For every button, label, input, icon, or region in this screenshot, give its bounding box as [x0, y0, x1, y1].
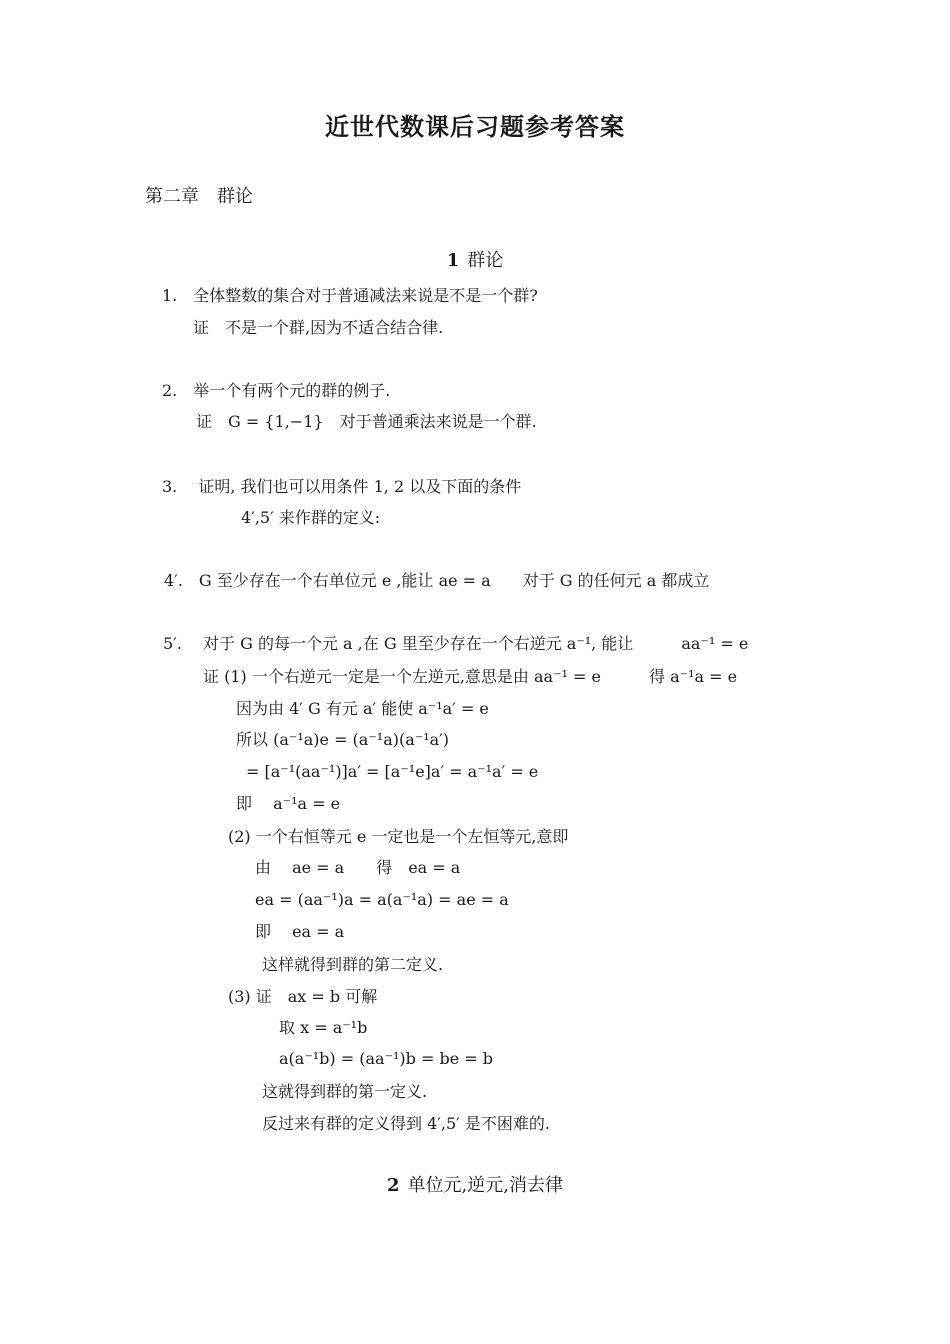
proof-line: 即 ea = a	[255, 922, 345, 941]
proof-line: 这样就得到群的第二定义.	[262, 955, 444, 974]
proof-line: 因为由 4′ G 有元 a′ 能使 a⁻¹a′ = e	[236, 699, 489, 718]
proof-line: 由 ae = a 得 ea = a	[255, 858, 461, 877]
proof-line: 即 a⁻¹a = e	[236, 794, 341, 813]
proof-part-3-statement: (3) 证 ax = b 可解	[228, 987, 378, 1006]
document-title: 近世代数课后习题参考答案	[325, 113, 625, 141]
problem-2-answer: 证 G = {1,−1} 对于普通乘法来说是一个群.	[196, 412, 537, 431]
chapter-heading: 第二章 群论	[145, 186, 253, 207]
proof-part-2-statement: (2) 一个右恒等元 e 一定也是一个左恒等元,意即	[228, 827, 569, 846]
section-2-number: 2	[387, 1175, 400, 1196]
proof-line: 这就得到群的第一定义.	[262, 1082, 428, 1101]
proof-line: 所以 (a⁻¹a)e = (a⁻¹a)(a⁻¹a′)	[236, 730, 450, 749]
section-2-heading	[0, 1175, 950, 1197]
section-1-heading	[0, 250, 950, 272]
proof-line: 取 x = a⁻¹b	[279, 1018, 368, 1037]
section-2-title: 单位元,逆元,消去律	[407, 1175, 563, 1196]
condition-4-prime: 4′. G 至少存在一个右单位元 e ,能让 ae = a 对于 G 的任何元 a 都成立	[164, 571, 710, 590]
condition-5-prime: 5′. 对于 G 的每一个元 a ,在 G 里至少存在一个右逆元 a⁻¹, 能让 aa⁻¹ = e	[163, 634, 749, 653]
problem-3-question: 3. 证明, 我们也可以用条件 1, 2 以及下面的条件	[162, 477, 522, 496]
proof-line: 反过来有群的定义得到 4′,5′ 是不困难的.	[262, 1114, 550, 1133]
proof-part-1-statement: 证 (1) 一个右逆元一定是一个左逆元,意思是由 aa⁻¹ = e 得 a⁻¹a = e	[203, 667, 738, 686]
proof-line: = [a⁻¹(aa⁻¹)]a′ = [a⁻¹e]a′ = a⁻¹a′ = e	[246, 762, 539, 781]
proof-line: ea = (aa⁻¹)a = a(a⁻¹a) = ae = a	[255, 890, 509, 909]
section-1-number: 1	[446, 250, 460, 271]
proof-line: a(a⁻¹b) = (aa⁻¹)b = be = b	[279, 1049, 494, 1068]
problem-1-question: 1. 全体整数的集合对于普通减法来说是不是一个群?	[162, 286, 538, 305]
problem-3-question-cont: 4′,5′ 来作群的定义:	[241, 508, 381, 527]
section-1-title: 群论	[467, 250, 504, 271]
problem-1-answer: 证 不是一个群,因为不适合结合律.	[193, 318, 444, 337]
problem-2-question: 2. 举一个有两个元的群的例子.	[162, 381, 391, 400]
